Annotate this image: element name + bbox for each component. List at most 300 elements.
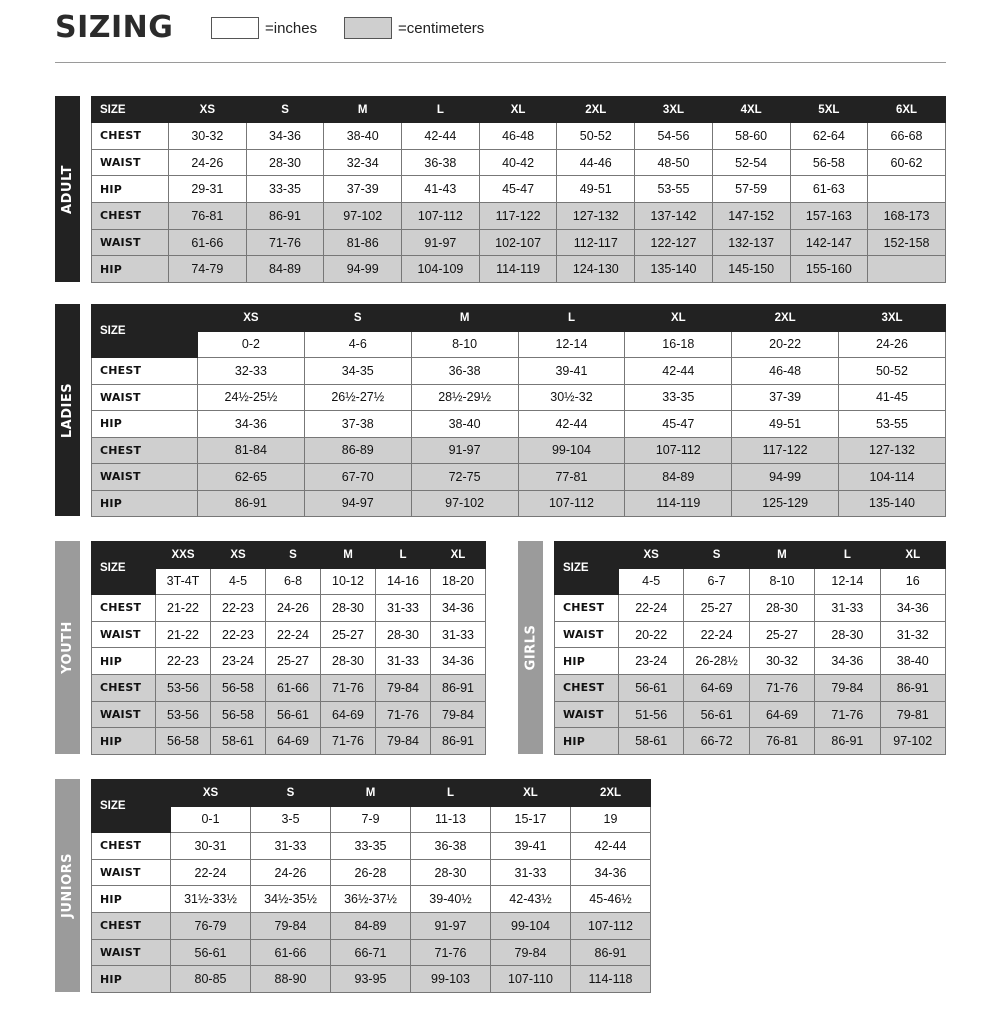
adult-header-row bbox=[92, 97, 946, 123]
youth-hip-centimeters-row bbox=[92, 728, 486, 755]
measurement-label: WAIST bbox=[92, 621, 156, 648]
measurement-value: 74-79 bbox=[169, 256, 247, 283]
measurement-value: 51-56 bbox=[619, 701, 684, 728]
measurement-value: 34-36 bbox=[571, 859, 651, 886]
measurement-value: 33-35 bbox=[246, 176, 324, 203]
measurement-value: 84-89 bbox=[246, 256, 324, 283]
girls-numeric-size: 6-7 bbox=[684, 568, 749, 595]
measurement-label: WAIST bbox=[92, 384, 198, 411]
adult-size-column-header: 5XL bbox=[790, 97, 868, 123]
measurement-label: CHEST bbox=[92, 437, 198, 464]
measurement-value: 30-32 bbox=[749, 648, 814, 675]
measurement-value: 33-35 bbox=[625, 384, 732, 411]
measurement-value: 58-61 bbox=[211, 728, 266, 755]
measurement-value: 34-36 bbox=[198, 411, 305, 438]
youth-hip-inches-row bbox=[92, 648, 486, 675]
girls-section-label-text: GIRLS bbox=[523, 624, 539, 671]
measurement-value: 62-64 bbox=[790, 123, 868, 150]
measurement-label: HIP bbox=[92, 966, 171, 993]
measurement-label: HIP bbox=[92, 886, 171, 913]
measurement-label: WAIST bbox=[92, 701, 156, 728]
measurement-value: 86-91 bbox=[880, 675, 945, 702]
measurement-value: 142-147 bbox=[790, 229, 868, 256]
measurement-value: 31-33 bbox=[431, 621, 486, 648]
measurement-value: 99-104 bbox=[518, 437, 625, 464]
measurement-value: 52-54 bbox=[712, 149, 790, 176]
measurement-value: 102-107 bbox=[479, 229, 557, 256]
measurement-value: 64-69 bbox=[321, 701, 376, 728]
juniors-numeric-size: 7-9 bbox=[331, 806, 411, 833]
measurement-value: 112-117 bbox=[557, 229, 635, 256]
youth-size-column-header: L bbox=[376, 542, 431, 569]
measurement-label: WAIST bbox=[92, 859, 171, 886]
measurement-value: 24-26 bbox=[251, 859, 331, 886]
youth-size-column-header: S bbox=[266, 542, 321, 569]
girls-size-column-header: S bbox=[684, 542, 749, 569]
measurement-value: 56-58 bbox=[790, 149, 868, 176]
measurement-value: 168-173 bbox=[868, 203, 946, 230]
measurement-value: 76-79 bbox=[171, 913, 251, 940]
measurement-value: 86-91 bbox=[571, 939, 651, 966]
adult-section-label-text: ADULT bbox=[60, 164, 76, 214]
ladies-waist-centimeters-row bbox=[92, 464, 946, 491]
ladies-numeric-size-row bbox=[92, 331, 946, 358]
measurement-value: 38-40 bbox=[411, 411, 518, 438]
girls-size-header: SIZE bbox=[555, 542, 619, 595]
adult-waist-centimeters-row bbox=[92, 229, 946, 256]
girls-size-column-header: XL bbox=[880, 542, 945, 569]
measurement-value: 56-61 bbox=[684, 701, 749, 728]
measurement-value: 91-97 bbox=[402, 229, 480, 256]
inches-swatch bbox=[211, 17, 259, 39]
measurement-value: 107-110 bbox=[491, 966, 571, 993]
adult-section-label bbox=[55, 96, 80, 282]
juniors-chest-centimeters-row bbox=[92, 913, 651, 940]
measurement-value: 79-84 bbox=[251, 913, 331, 940]
measurement-value: 61-66 bbox=[251, 939, 331, 966]
measurement-label: HIP bbox=[92, 490, 198, 517]
ladies-hip-centimeters-row bbox=[92, 490, 946, 517]
girls-section-label bbox=[518, 541, 543, 754]
measurement-value: 24-26 bbox=[266, 595, 321, 622]
measurement-value: 58-60 bbox=[712, 123, 790, 150]
measurement-value: 38-40 bbox=[880, 648, 945, 675]
juniors-size-column-header: M bbox=[331, 780, 411, 807]
measurement-value: 50-52 bbox=[839, 358, 946, 385]
measurement-value: 28½-29½ bbox=[411, 384, 518, 411]
measurement-value: 34-36 bbox=[246, 123, 324, 150]
measurement-value: 145-150 bbox=[712, 256, 790, 283]
girls-size-column-header: M bbox=[749, 542, 814, 569]
measurement-value: 20-22 bbox=[619, 621, 684, 648]
measurement-value: 86-91 bbox=[431, 728, 486, 755]
measurement-value: 28-30 bbox=[321, 648, 376, 675]
legend-centimeters-label: =centimeters bbox=[398, 19, 485, 37]
juniors-numeric-size: 19 bbox=[571, 806, 651, 833]
measurement-value: 31-33 bbox=[376, 648, 431, 675]
measurement-value: 76-81 bbox=[169, 203, 247, 230]
measurement-value: 132-137 bbox=[712, 229, 790, 256]
measurement-value: 71-76 bbox=[815, 701, 880, 728]
measurement-value: 37-39 bbox=[732, 384, 839, 411]
measurement-label: CHEST bbox=[92, 675, 156, 702]
measurement-value: 31½-33½ bbox=[171, 886, 251, 913]
measurement-value: 31-33 bbox=[376, 595, 431, 622]
measurement-value: 45-46½ bbox=[571, 886, 651, 913]
measurement-value: 34-36 bbox=[431, 648, 486, 675]
youth-size-column-header: XS bbox=[211, 542, 266, 569]
measurement-value: 37-39 bbox=[324, 176, 402, 203]
measurement-value: 26-28 bbox=[331, 859, 411, 886]
measurement-value: 31-33 bbox=[251, 833, 331, 860]
girls-block bbox=[518, 541, 945, 754]
juniors-size-column-header: 2XL bbox=[571, 780, 651, 807]
adult-size-column-header: 6XL bbox=[868, 97, 946, 123]
measurement-label: CHEST bbox=[92, 833, 171, 860]
measurement-value: 97-102 bbox=[411, 490, 518, 517]
youth-numeric-size: 3T-4T bbox=[156, 568, 211, 595]
measurement-value: 71-76 bbox=[321, 675, 376, 702]
measurement-value: 97-102 bbox=[880, 728, 945, 755]
measurement-value: 86-91 bbox=[431, 675, 486, 702]
measurement-value: 81-86 bbox=[324, 229, 402, 256]
measurement-value: 22-24 bbox=[171, 859, 251, 886]
measurement-value: 117-122 bbox=[732, 437, 839, 464]
measurement-value: 50-52 bbox=[557, 123, 635, 150]
measurement-value: 49-51 bbox=[732, 411, 839, 438]
measurement-value: 56-61 bbox=[619, 675, 684, 702]
measurement-value bbox=[868, 256, 946, 283]
adult-size-column-header: XS bbox=[169, 97, 247, 123]
youth-size-column-header: XL bbox=[431, 542, 486, 569]
measurement-value: 49-51 bbox=[557, 176, 635, 203]
youth-block bbox=[55, 541, 485, 754]
legend-inches bbox=[211, 17, 317, 39]
juniors-numeric-size-row bbox=[92, 806, 651, 833]
measurement-value: 76-81 bbox=[749, 728, 814, 755]
measurement-value: 107-112 bbox=[402, 203, 480, 230]
measurement-value: 31-33 bbox=[815, 595, 880, 622]
adult-hip-centimeters-row bbox=[92, 256, 946, 283]
measurement-value: 81-84 bbox=[198, 437, 305, 464]
measurement-value: 25-27 bbox=[684, 595, 749, 622]
measurement-value: 61-66 bbox=[266, 675, 321, 702]
youth-size-column-header: XXS bbox=[156, 542, 211, 569]
ladies-numeric-size: 12-14 bbox=[518, 331, 625, 358]
measurement-label: HIP bbox=[555, 728, 619, 755]
measurement-value: 24½-25½ bbox=[198, 384, 305, 411]
juniors-numeric-size: 15-17 bbox=[491, 806, 571, 833]
adult-chest-centimeters-row bbox=[92, 203, 946, 230]
measurement-value: 45-47 bbox=[479, 176, 557, 203]
measurement-value: 99-104 bbox=[491, 913, 571, 940]
measurement-value: 86-91 bbox=[198, 490, 305, 517]
ladies-section-label bbox=[55, 304, 80, 516]
youth-waist-centimeters-row bbox=[92, 701, 486, 728]
measurement-value: 34-35 bbox=[304, 358, 411, 385]
measurement-value: 91-97 bbox=[411, 913, 491, 940]
measurement-value: 122-127 bbox=[635, 229, 713, 256]
measurement-value: 23-24 bbox=[211, 648, 266, 675]
measurement-value: 34-36 bbox=[880, 595, 945, 622]
measurement-value: 71-76 bbox=[376, 701, 431, 728]
juniors-numeric-size: 3-5 bbox=[251, 806, 331, 833]
ladies-header-row bbox=[92, 305, 946, 332]
measurement-value: 72-75 bbox=[411, 464, 518, 491]
centimeters-swatch bbox=[344, 17, 392, 39]
measurement-value: 61-66 bbox=[169, 229, 247, 256]
juniors-numeric-size: 0-1 bbox=[171, 806, 251, 833]
measurement-value: 79-84 bbox=[376, 728, 431, 755]
measurement-value: 114-119 bbox=[625, 490, 732, 517]
measurement-value: 39-41 bbox=[518, 358, 625, 385]
measurement-value: 25-27 bbox=[321, 621, 376, 648]
measurement-value: 64-69 bbox=[266, 728, 321, 755]
measurement-value: 86-91 bbox=[246, 203, 324, 230]
adult-size-table bbox=[91, 96, 946, 283]
measurement-value: 31-33 bbox=[491, 859, 571, 886]
measurement-label: WAIST bbox=[92, 464, 198, 491]
juniors-header-row bbox=[92, 780, 651, 807]
legend-inches-label: =inches bbox=[265, 19, 318, 37]
juniors-size-column-header: S bbox=[251, 780, 331, 807]
measurement-value: 137-142 bbox=[635, 203, 713, 230]
measurement-value: 152-158 bbox=[868, 229, 946, 256]
measurement-value: 34-36 bbox=[815, 648, 880, 675]
measurement-value: 79-81 bbox=[880, 701, 945, 728]
measurement-value: 71-76 bbox=[749, 675, 814, 702]
adult-size-column-header: M bbox=[324, 97, 402, 123]
juniors-size-column-header: XL bbox=[491, 780, 571, 807]
ladies-section-label-text: LADIES bbox=[60, 382, 75, 438]
measurement-value: 56-61 bbox=[266, 701, 321, 728]
measurement-value: 28-30 bbox=[376, 621, 431, 648]
measurement-value: 37-38 bbox=[304, 411, 411, 438]
measurement-label: CHEST bbox=[92, 595, 156, 622]
measurement-value: 30-32 bbox=[169, 123, 247, 150]
measurement-label: CHEST bbox=[92, 358, 198, 385]
measurement-label: HIP bbox=[92, 411, 198, 438]
youth-numeric-size: 14-16 bbox=[376, 568, 431, 595]
measurement-value: 42-44 bbox=[518, 411, 625, 438]
adult-block bbox=[55, 96, 945, 282]
ladies-numeric-size: 20-22 bbox=[732, 331, 839, 358]
juniors-waist-inches-row bbox=[92, 859, 651, 886]
measurement-value: 54-56 bbox=[635, 123, 713, 150]
adult-size-column-header: XL bbox=[479, 97, 557, 123]
measurement-value bbox=[868, 176, 946, 203]
measurement-value: 46-48 bbox=[479, 123, 557, 150]
ladies-size-column-header: XS bbox=[198, 305, 305, 332]
measurement-value: 64-69 bbox=[749, 701, 814, 728]
measurement-value: 84-89 bbox=[625, 464, 732, 491]
measurement-value: 25-27 bbox=[749, 621, 814, 648]
measurement-value: 41-43 bbox=[402, 176, 480, 203]
measurement-value: 24-26 bbox=[169, 149, 247, 176]
measurement-label: CHEST bbox=[92, 123, 169, 150]
girls-hip-centimeters-row bbox=[555, 728, 946, 755]
measurement-label: HIP bbox=[92, 256, 169, 283]
measurement-label: WAIST bbox=[555, 621, 619, 648]
ladies-block bbox=[55, 304, 945, 516]
girls-numeric-size: 8-10 bbox=[749, 568, 814, 595]
girls-header-row bbox=[555, 542, 946, 569]
measurement-value: 36-38 bbox=[411, 358, 518, 385]
measurement-value: 62-65 bbox=[198, 464, 305, 491]
measurement-value: 77-81 bbox=[518, 464, 625, 491]
measurement-value: 34½-35½ bbox=[251, 886, 331, 913]
page-title: SIZING bbox=[55, 10, 174, 45]
measurement-value: 28-30 bbox=[246, 149, 324, 176]
measurement-value: 135-140 bbox=[635, 256, 713, 283]
ladies-size-column-header: M bbox=[411, 305, 518, 332]
youth-header-row bbox=[92, 542, 486, 569]
measurement-value: 56-58 bbox=[156, 728, 211, 755]
measurement-value: 44-46 bbox=[557, 149, 635, 176]
measurement-value: 32-33 bbox=[198, 358, 305, 385]
youth-chest-inches-row bbox=[92, 595, 486, 622]
measurement-value: 34-36 bbox=[431, 595, 486, 622]
youth-size-header: SIZE bbox=[92, 542, 156, 595]
legend-centimeters bbox=[344, 17, 484, 39]
measurement-value: 127-132 bbox=[839, 437, 946, 464]
measurement-value: 46-48 bbox=[732, 358, 839, 385]
measurement-label: CHEST bbox=[92, 203, 169, 230]
measurement-value: 71-76 bbox=[411, 939, 491, 966]
measurement-value: 86-89 bbox=[304, 437, 411, 464]
measurement-value: 127-132 bbox=[557, 203, 635, 230]
measurement-value: 66-71 bbox=[331, 939, 411, 966]
measurement-label: CHEST bbox=[555, 595, 619, 622]
ladies-size-column-header: 3XL bbox=[839, 305, 946, 332]
girls-numeric-size: 16 bbox=[880, 568, 945, 595]
girls-waist-inches-row bbox=[555, 621, 946, 648]
adult-size-column-header: L bbox=[402, 97, 480, 123]
measurement-value: 79-84 bbox=[491, 939, 571, 966]
measurement-value: 30½-32 bbox=[518, 384, 625, 411]
youth-numeric-size: 6-8 bbox=[266, 568, 321, 595]
measurement-label: HIP bbox=[92, 648, 156, 675]
measurement-value: 114-119 bbox=[479, 256, 557, 283]
juniors-block bbox=[55, 779, 650, 992]
measurement-value: 71-76 bbox=[321, 728, 376, 755]
adult-hip-inches-row bbox=[92, 176, 946, 203]
measurement-value: 33-35 bbox=[331, 833, 411, 860]
ladies-waist-inches-row bbox=[92, 384, 946, 411]
adult-size-header: SIZE bbox=[92, 97, 169, 123]
ladies-chest-centimeters-row bbox=[92, 437, 946, 464]
youth-chest-centimeters-row bbox=[92, 675, 486, 702]
ladies-numeric-size: 4-6 bbox=[304, 331, 411, 358]
ladies-numeric-size: 24-26 bbox=[839, 331, 946, 358]
youth-numeric-size: 4-5 bbox=[211, 568, 266, 595]
measurement-value: 21-22 bbox=[156, 595, 211, 622]
measurement-value: 79-84 bbox=[376, 675, 431, 702]
measurement-value: 117-122 bbox=[479, 203, 557, 230]
measurement-value: 157-163 bbox=[790, 203, 868, 230]
adult-chest-inches-row bbox=[92, 123, 946, 150]
measurement-label: WAIST bbox=[92, 229, 169, 256]
measurement-value: 22-24 bbox=[684, 621, 749, 648]
measurement-value: 56-58 bbox=[211, 701, 266, 728]
measurement-value: 28-30 bbox=[815, 621, 880, 648]
measurement-label: HIP bbox=[555, 648, 619, 675]
measurement-value: 36½-37½ bbox=[331, 886, 411, 913]
youth-numeric-size: 10-12 bbox=[321, 568, 376, 595]
juniors-waist-centimeters-row bbox=[92, 939, 651, 966]
measurement-value: 21-22 bbox=[156, 621, 211, 648]
measurement-value: 31-32 bbox=[880, 621, 945, 648]
juniors-numeric-size: 11-13 bbox=[411, 806, 491, 833]
ladies-hip-inches-row bbox=[92, 411, 946, 438]
juniors-size-table bbox=[91, 779, 651, 993]
measurement-value: 22-24 bbox=[266, 621, 321, 648]
ladies-size-column-header: XL bbox=[625, 305, 732, 332]
measurement-value: 94-97 bbox=[304, 490, 411, 517]
girls-size-table bbox=[554, 541, 946, 755]
measurement-value: 86-91 bbox=[815, 728, 880, 755]
measurement-value: 104-109 bbox=[402, 256, 480, 283]
measurement-value: 99-103 bbox=[411, 966, 491, 993]
measurement-value: 124-130 bbox=[557, 256, 635, 283]
ladies-size-header: SIZE bbox=[92, 305, 198, 358]
measurement-value: 114-118 bbox=[571, 966, 651, 993]
girls-numeric-size: 12-14 bbox=[815, 568, 880, 595]
ladies-numeric-size: 8-10 bbox=[411, 331, 518, 358]
juniors-section-label-text: JUNIORS bbox=[60, 852, 76, 919]
youth-numeric-size: 18-20 bbox=[431, 568, 486, 595]
ladies-numeric-size: 0-2 bbox=[198, 331, 305, 358]
measurement-value: 97-102 bbox=[324, 203, 402, 230]
measurement-value: 64-69 bbox=[684, 675, 749, 702]
measurement-value: 40-42 bbox=[479, 149, 557, 176]
ladies-size-column-header: 2XL bbox=[732, 305, 839, 332]
adult-size-column-header: 4XL bbox=[712, 97, 790, 123]
measurement-value: 53-56 bbox=[156, 675, 211, 702]
measurement-value: 38-40 bbox=[324, 123, 402, 150]
measurement-value: 67-70 bbox=[304, 464, 411, 491]
measurement-value: 42-43½ bbox=[491, 886, 571, 913]
measurement-value: 61-63 bbox=[790, 176, 868, 203]
juniors-hip-centimeters-row bbox=[92, 966, 651, 993]
measurement-value: 56-58 bbox=[211, 675, 266, 702]
measurement-label: WAIST bbox=[555, 701, 619, 728]
adult-waist-inches-row bbox=[92, 149, 946, 176]
measurement-value: 53-55 bbox=[635, 176, 713, 203]
measurement-value: 80-85 bbox=[171, 966, 251, 993]
measurement-value: 135-140 bbox=[839, 490, 946, 517]
youth-section-label-text: YOUTH bbox=[60, 621, 75, 674]
girls-numeric-size: 4-5 bbox=[619, 568, 684, 595]
girls-chest-centimeters-row bbox=[555, 675, 946, 702]
measurement-value: 53-55 bbox=[839, 411, 946, 438]
adult-size-column-header: 3XL bbox=[635, 97, 713, 123]
measurement-value: 88-90 bbox=[251, 966, 331, 993]
measurement-value: 42-44 bbox=[402, 123, 480, 150]
measurement-value: 28-30 bbox=[749, 595, 814, 622]
measurement-value: 30-31 bbox=[171, 833, 251, 860]
adult-size-column-header: S bbox=[246, 97, 324, 123]
ladies-numeric-size: 16-18 bbox=[625, 331, 732, 358]
girls-chest-inches-row bbox=[555, 595, 946, 622]
measurement-value: 22-24 bbox=[619, 595, 684, 622]
measurement-value: 26-28½ bbox=[684, 648, 749, 675]
measurement-label: HIP bbox=[92, 728, 156, 755]
measurement-value: 107-112 bbox=[518, 490, 625, 517]
measurement-value: 147-152 bbox=[712, 203, 790, 230]
measurement-value: 29-31 bbox=[169, 176, 247, 203]
measurement-value: 79-84 bbox=[431, 701, 486, 728]
